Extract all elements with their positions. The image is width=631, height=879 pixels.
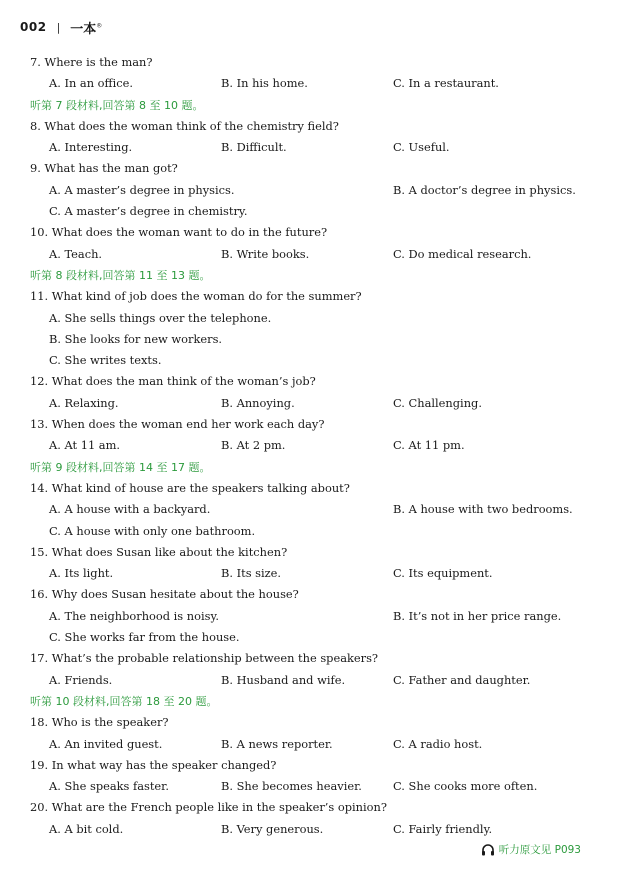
question-stem: 13. When does the woman end her work each day? [30,417,325,432]
question-stem: 19. In what way has the speaker changed? [30,757,277,772]
answer-option: A. A house with a backyard. [49,502,211,517]
option-row [30,776,610,797]
question-stem: 10. What does the woman want to do in the future? [30,225,328,240]
answer-option: B. Husband and wife. [221,672,346,687]
answer-option: A. At 11 am. [49,438,121,453]
answer-option: A. A bit cold. [49,821,124,836]
question-stem: 7. Where is the man? [30,55,153,69]
answer-option: C. A radio host. [393,736,483,751]
question-stem: 17. What’s the probable relationship between the speakers? [30,651,379,666]
headphones-icon [481,844,495,856]
answer-option: C. A house with only one bathroom. [49,523,256,538]
question-list [30,52,610,840]
answer-option: A. Teach. [49,246,103,261]
footer-text: 听力原文见 P093 [498,844,581,856]
brand-logo [70,18,102,37]
option-row [30,73,610,94]
answer-option: C. She writes texts. [49,353,162,368]
answer-option: B. It’s not in her price range. [393,608,562,623]
option-row [30,393,610,414]
section-heading: 听第 9 段材料,回答第 14 至 17 题。 [30,460,211,474]
option-row [30,563,610,584]
answer-option: A. Interesting. [49,140,133,155]
answer-option: A. Relaxing. [49,395,119,410]
answer-option: A. Friends. [49,672,113,687]
answer-option: C. In a restaurant. [393,76,499,91]
answer-option: A. In an office. [49,76,134,91]
answer-option: C. Useful. [393,140,450,155]
question-stem: 14. What kind of house are the speakers talking about? [30,480,350,495]
option-row [30,521,610,542]
question-stem: 16. Why does Susan hesitate about the house? [30,587,299,602]
question-stem: 15. What does Susan like about the kitchen? [30,544,288,559]
answer-option: B. A doctor’s degree in physics. [393,182,576,197]
answer-option: B. A house with two bedrooms. [393,502,573,517]
answer-option: B. Difficult. [221,140,287,155]
answer-option: C. Father and daughter. [393,672,531,687]
answer-option: A. Its light. [49,566,114,581]
option-row [30,670,610,691]
answer-option: B. Annoying. [221,395,295,410]
option-row [30,734,610,755]
option-row [30,627,610,648]
option-row [30,350,610,371]
answer-option: C. She works far from the house. [49,630,240,645]
answer-option: A. She sells things over the telephone. [49,310,272,325]
option-row [30,435,610,456]
section-heading: 听第 8 段材料,回答第 11 至 13 题。 [30,268,211,282]
answer-option: B. She looks for new workers. [49,331,223,346]
answer-option: B. At 2 pm. [221,438,286,453]
answer-option: A. The neighborhood is noisy. [49,608,220,623]
answer-option: C. Fairly friendly. [393,821,493,836]
answer-option: C. Do medical research. [393,246,532,261]
question-stem: 11. What kind of job does the woman do for the summer? [30,289,362,304]
answer-option: C. A master’s degree in chemistry. [49,204,248,219]
answer-option: C. Challenging. [393,395,482,410]
answer-option: B. Its size. [221,566,282,581]
question-stem: 18. Who is the speaker? [30,715,169,730]
answer-option: A. A master’s degree in physics. [49,182,235,197]
question-stem: 9. What has the man got? [30,161,178,176]
answer-option: A. She speaks faster. [49,779,169,794]
brand-name: 一本 [70,21,97,37]
option-row [30,180,610,201]
answer-option: C. She cooks more often. [393,779,538,794]
section-heading: 听第 10 段材料,回答第 18 至 20 题。 [30,694,218,708]
answer-option: B. Write books. [221,246,310,261]
answer-option: B. Very generous. [221,821,324,836]
header-separator: | [56,20,61,34]
answer-option: B. A news reporter. [221,736,333,751]
footer-note [481,842,581,857]
answer-option: B. She becomes heavier. [221,779,362,794]
question-stem: 12. What does the man think of the woman’s job? [30,374,316,389]
option-row [30,499,610,520]
answer-option: A. An invited guest. [49,736,163,751]
answer-option: B. In his home. [221,76,308,91]
option-row [30,819,610,840]
answer-option: C. At 11 pm. [393,438,465,453]
option-row [30,606,610,627]
option-row [30,201,610,222]
answer-option: C. Its equipment. [393,566,493,581]
question-stem: 20. What are the French people like in the speaker’s opinion? [30,800,387,815]
page-number: 002 [20,20,47,34]
section-heading: 听第 7 段材料,回答第 8 至 10 题。 [30,98,204,112]
option-row [30,244,610,265]
option-row [30,329,610,350]
option-row [30,308,610,329]
page-header [20,16,102,38]
question-stem: 8. What does the woman think of the chemistry field? [30,118,339,133]
option-row [30,137,610,158]
brand-mark: ® [96,22,103,30]
